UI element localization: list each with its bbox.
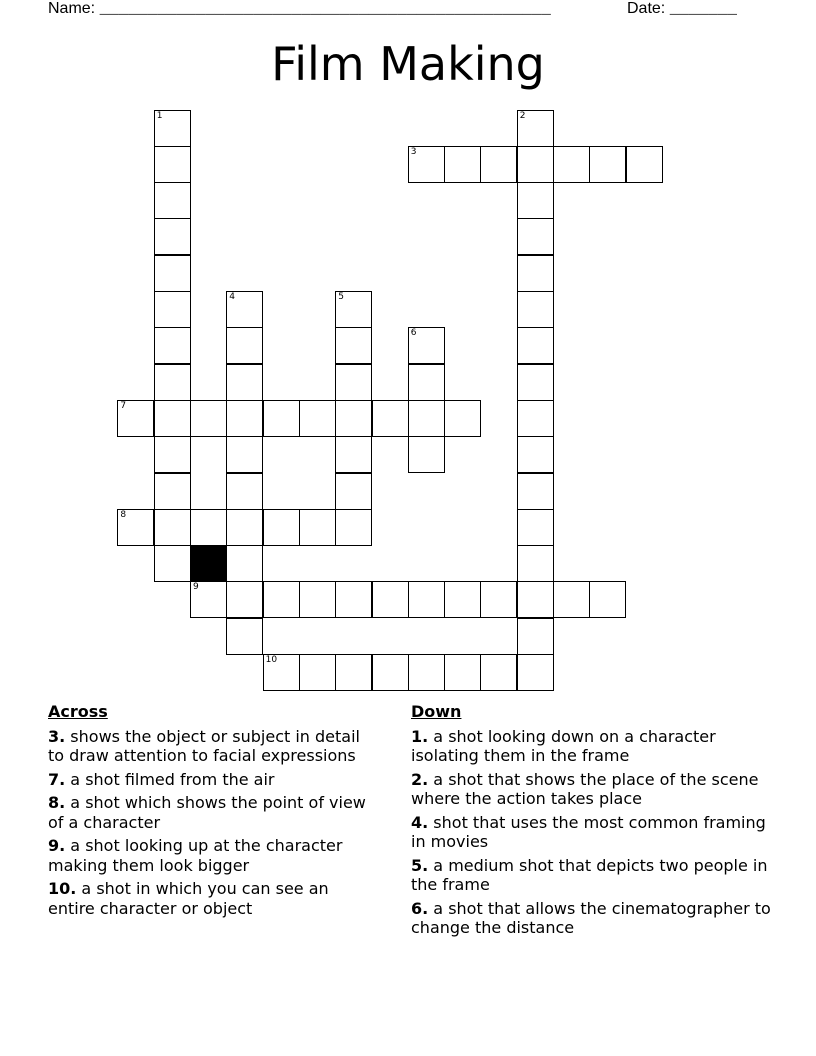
grid-cell[interactable] [517,654,554,691]
grid-cell[interactable] [517,473,554,510]
grid-cell[interactable] [408,654,445,691]
grid-cell[interactable] [226,618,263,655]
grid-cell[interactable] [226,400,263,437]
grid-cell-9[interactable] [190,581,227,618]
clue-text: a shot looking down on a character isolating them in the frame [411,726,716,765]
grid-cell[interactable] [517,146,554,183]
grid-cell[interactable] [517,400,554,437]
grid-cell[interactable] [517,291,554,328]
grid-cell[interactable] [335,654,372,691]
grid-cell[interactable] [372,654,409,691]
clue-number: 4. [411,812,429,832]
clue-number: 10. [48,879,77,898]
grid-cell[interactable] [263,581,300,618]
clue-number: 5. [411,855,429,875]
grid-cell[interactable] [299,654,336,691]
grid-cell[interactable] [408,436,445,473]
grid-cell[interactable] [372,400,409,437]
clue-number: 2 [519,110,526,121]
grid-cell[interactable] [263,509,300,546]
grid-cell[interactable] [154,291,191,328]
across-clue [48,770,378,790]
down-clue-list [411,727,771,938]
grid-cell-7[interactable] [117,400,154,437]
grid-cell[interactable] [517,545,554,582]
across-clue [48,836,378,875]
grid-cell[interactable] [154,182,191,219]
grid-cell[interactable] [626,146,663,183]
across-clue-list [48,727,378,919]
grid-cell[interactable] [226,327,263,364]
clue-text: a shot which shows the point of view of a character [48,793,366,832]
grid-cell[interactable] [335,327,372,364]
grid-cell[interactable] [517,218,554,255]
grid-cell[interactable] [553,146,590,183]
across-clue [48,879,378,918]
grid-cell[interactable] [480,146,517,183]
grid-cell[interactable] [335,364,372,401]
date-line[interactable]: _______ [669,0,737,18]
grid-cell[interactable] [408,581,445,618]
grid-cell[interactable] [335,473,372,510]
clue-number: 10 [265,655,278,665]
across-heading: Across [48,702,108,721]
grid-cell[interactable] [226,436,263,473]
grid-cell[interactable] [444,581,481,618]
clue-text: a shot that shows the place of the scene where the action takes place [411,769,759,808]
clue-number: 3. [48,726,66,746]
grid-cell[interactable] [190,509,227,546]
clue-text: a shot that allows the cinematographer to change the distance [411,898,771,937]
grid-cell[interactable] [154,218,191,255]
grid-cell-2[interactable] [517,110,554,147]
down-clues [411,702,771,942]
down-heading: Down [411,702,462,721]
grid-cell[interactable] [372,581,409,618]
grid-cell[interactable] [226,545,263,582]
clue-text: shot that uses the most common framing in movies [411,812,766,851]
grid-cell[interactable] [335,436,372,473]
down-clue [411,813,771,852]
grid-cell[interactable] [517,618,554,655]
clue-number: 9. [48,836,66,855]
grid-cell[interactable] [154,509,191,546]
clue-number: 6. [411,898,429,918]
across-clues [48,702,378,922]
grid-cell-1[interactable] [154,110,191,147]
grid-cell[interactable] [517,581,554,618]
grid-cell[interactable] [408,364,445,401]
grid-cell[interactable] [444,654,481,691]
grid-cell[interactable] [226,473,263,510]
clue-number: 9 [193,582,199,593]
clue-number: 4 [229,292,236,302]
grid-cell[interactable] [517,509,554,546]
down-clue [411,727,771,766]
grid-cell[interactable] [480,581,517,618]
clue-text: a shot in which you can see an entire character or object [48,879,329,918]
grid-cell[interactable] [589,581,626,618]
down-clue [411,899,771,938]
grid-cell[interactable] [154,473,191,510]
grid-cell-3[interactable] [408,146,445,183]
clue-number: 6 [410,328,417,339]
grid-cell-8[interactable] [117,509,154,546]
grid-cell[interactable] [154,436,191,473]
grid-cell[interactable] [517,255,554,292]
grid-cell[interactable] [154,146,191,183]
grid-cell[interactable] [299,581,336,618]
clue-text: a medium shot that depicts two people in the frame [411,855,768,894]
clue-text: a shot filmed from the air [65,769,275,789]
blocked-cell [190,545,227,582]
grid-cell[interactable] [408,400,445,437]
grid-cell[interactable] [335,581,372,618]
grid-cell[interactable] [226,581,263,618]
grid-cell-10[interactable] [263,654,300,691]
grid-cell[interactable] [299,400,336,437]
grid-cell[interactable] [263,400,300,437]
clue-number: 2. [411,769,429,789]
grid-cell[interactable] [335,400,372,437]
grid-cell[interactable] [226,509,263,546]
grid-cell[interactable] [154,327,191,364]
across-clue [48,793,378,832]
down-clue [411,856,771,895]
grid-cell[interactable] [553,581,590,618]
grid-cell[interactable] [517,436,554,473]
clue-number: 3 [410,146,417,157]
clue-text: shows the object or subject in detail to draw attention to facial expressions [48,726,360,765]
clue-number: 7. [48,769,66,789]
grid-cell[interactable] [154,364,191,401]
clue-number: 8 [120,509,127,520]
name-label: Name: [48,0,96,17]
grid-cell[interactable] [589,146,626,183]
grid-cell-4[interactable] [226,291,263,328]
grid-cell[interactable] [154,545,191,582]
grid-cell[interactable] [480,654,517,691]
grid-cell-6[interactable] [408,327,445,364]
grid-cell[interactable] [299,509,336,546]
page-title: Film Making [271,37,545,91]
clue-number: 1 [156,110,163,121]
clue-number: 7 [120,400,127,411]
grid-cell[interactable] [226,364,263,401]
clue-text: a shot looking up at the character making them look bigger [48,836,343,875]
grid-cell[interactable] [335,509,372,546]
grid-cell[interactable] [517,182,554,219]
grid-cell[interactable] [444,400,481,437]
name-line[interactable]: _______________________________________________ [99,0,551,18]
grid-cell[interactable] [444,146,481,183]
grid-cell[interactable] [154,400,191,437]
grid-cell-5[interactable] [335,291,372,328]
clue-number: 1. [411,726,429,746]
grid-cell[interactable] [190,400,227,437]
clue-number: 8. [48,793,66,812]
grid-cell[interactable] [517,364,554,401]
clue-number: 5 [338,292,344,302]
grid-cell[interactable] [517,327,554,364]
grid-cell[interactable] [154,255,191,292]
date-label: Date: [627,0,666,17]
across-clue [48,727,378,766]
down-clue [411,770,771,809]
